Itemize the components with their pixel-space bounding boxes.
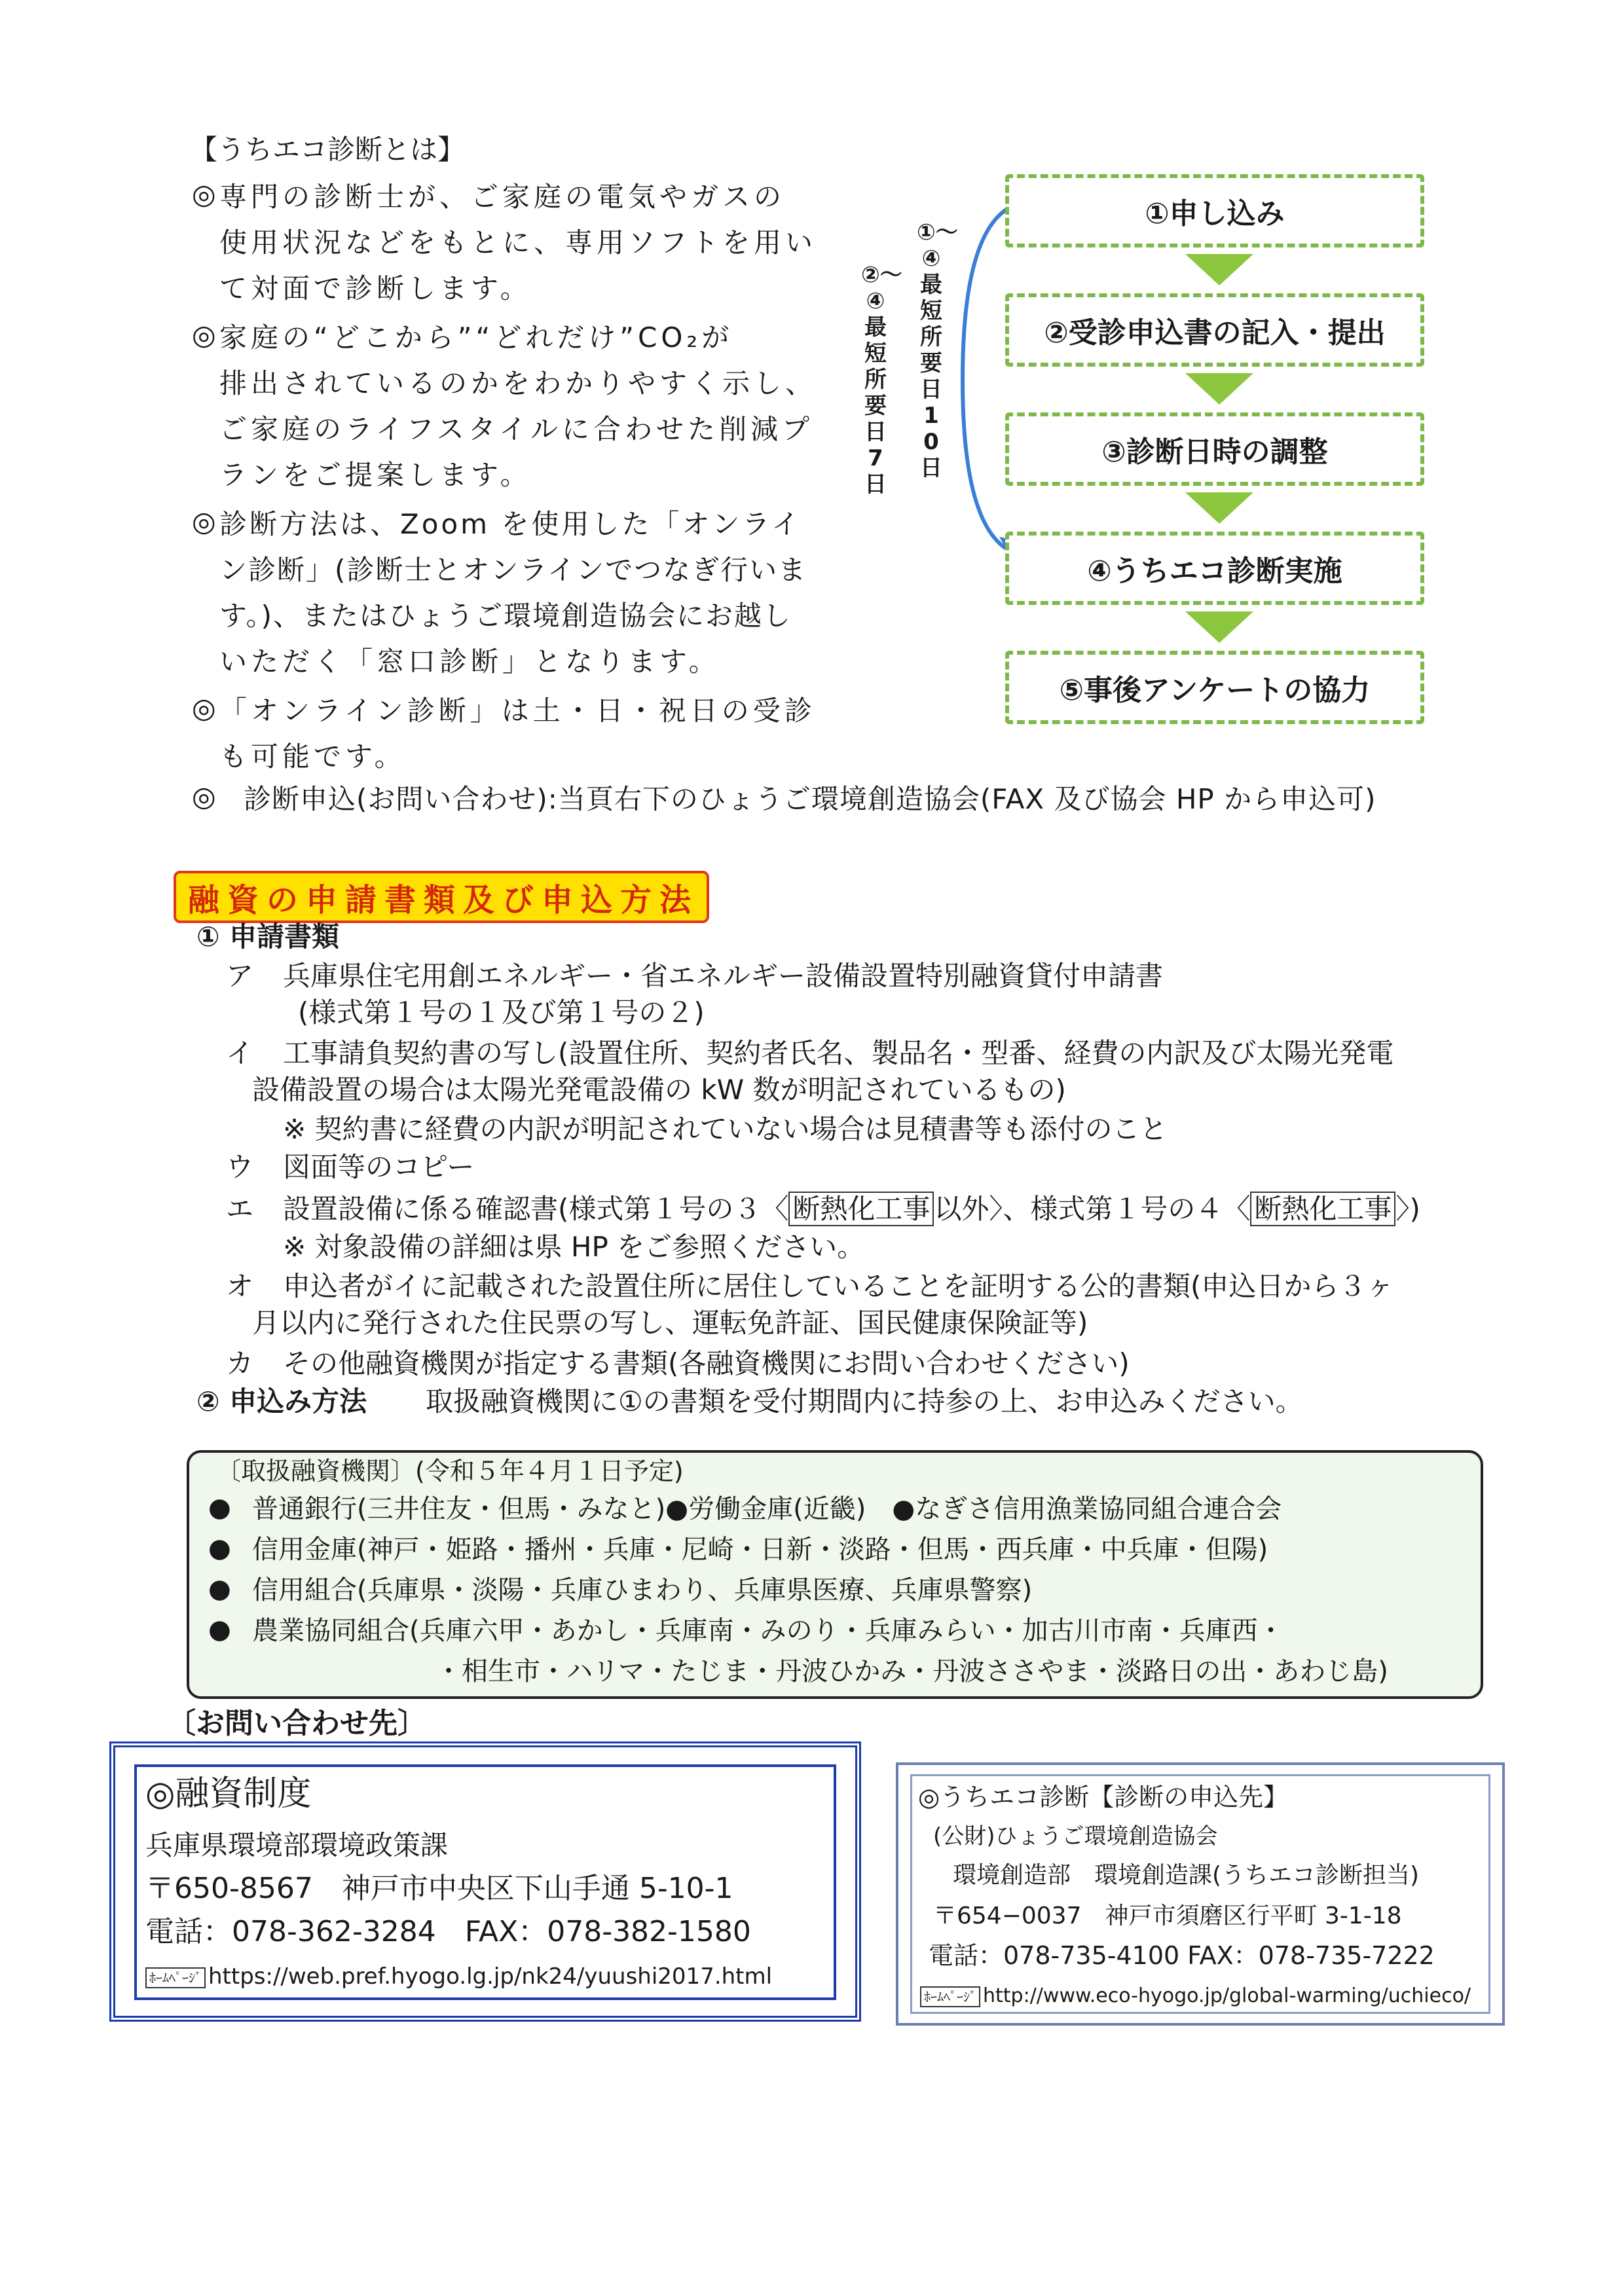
- contact-uchieco-url[interactable]: http://www.eco-hyogo.jp/global-warming/uchieco/: [983, 1984, 1471, 2007]
- flow-span-bracket: [943, 196, 1022, 563]
- contact-uchieco-title: ◎うちエコ診断【診断の申込先】: [918, 1783, 1289, 1812]
- subheading-documents: ① 申請書類: [196, 920, 340, 953]
- intro-line: す。)、またはひょうご環境創造協会にお越し: [219, 600, 792, 632]
- item-text-part: 〉): [1395, 1193, 1420, 1225]
- homepage-badge: ﾎｰﾑﾍﾟｰｼﾞ: [920, 1986, 980, 2007]
- flow-step-5: ⑤事後アンケートの協力: [1005, 651, 1424, 724]
- contact-finance-dept: 兵庫県環境部環境政策課: [145, 1829, 449, 1861]
- item-text: 図面等のコピー: [283, 1151, 475, 1183]
- bullet-mark: ◎: [192, 319, 216, 351]
- item-note: ※ 契約書に経費の内訳が明記されていない場合は見積書等も添付のこと: [283, 1113, 1168, 1145]
- institution-row-cont: ・相生市・ハリマ・たじま・丹波ひかみ・丹波ささやま・淡路日の出・あわじ島): [435, 1656, 1388, 1686]
- item-text: [283, 1190, 1420, 1228]
- intro-line: いただく「窓口診断」となります。: [219, 646, 720, 678]
- flow-step-2: ②受診申込書の記入・提出: [1005, 293, 1424, 367]
- contact-finance-phone: 電話：078-362-3284 FAX：078-382-1580: [145, 1915, 751, 1948]
- contact-finance-link-row: [145, 1958, 772, 1995]
- item-text: 設備設置の場合は太陽光発電設備の kW 数が明記されているもの): [252, 1074, 1066, 1106]
- contact-finance-url[interactable]: https://web.pref.hyogo.lg.jp/nk24/yuushi2017.html: [208, 1963, 773, 1990]
- intro-line: ご家庭のライフスタイルに合わせた削減プ: [219, 413, 813, 445]
- intro-line: ン診断」(診断士とオンラインでつなぎ行いま: [219, 554, 807, 586]
- bullet-dot: ●: [208, 1533, 231, 1563]
- item-mark: エ: [226, 1193, 254, 1225]
- item-text: (様式第１号の１及び第１号の２): [298, 996, 705, 1029]
- homepage-badge: ﾎｰﾑﾍﾟｰｼﾞ: [145, 1967, 206, 1988]
- contact-uchieco-dept: 環境創造部 環境創造課(うちエコ診断担当): [953, 1862, 1420, 1889]
- flow-step-1: ①申し込み: [1005, 174, 1424, 247]
- bullet-mark: ◎: [192, 692, 216, 724]
- contact-uchieco-phone: 電話：078-735-4100 FAX：078-735-7222: [929, 1941, 1435, 1970]
- contact-finance-title: ◎融資制度: [145, 1774, 312, 1813]
- item-text: 兵庫県住宅用創エネルギー・省エネルギー設備設置特別融資貸付申請書: [283, 960, 1164, 992]
- contact-finance-address: 〒650-8567 神戸市中央区下山手通 5-10-1: [145, 1872, 733, 1905]
- item-mark: ア: [226, 960, 254, 992]
- bullet-mark: ◎: [192, 178, 216, 210]
- intro-line: ランをご提案します。: [219, 459, 532, 491]
- item-text: 申込者がイに記載された設置住所に居住していることを証明する公的書類(申込日から３ヶ: [283, 1270, 1394, 1302]
- intro-heading: 【うちエコ診断とは】: [190, 134, 466, 166]
- bullet-mark: ◎: [192, 505, 216, 538]
- flow-arrow-down: [1185, 373, 1253, 405]
- intro-line: 「オンライン診断」は土・日・祝日の受診: [219, 695, 816, 727]
- item-mark: ウ: [226, 1151, 254, 1183]
- item-text: 工事請負契約書の写し(設置住所、契約者氏名、製品名・型番、経費の内訳及び太陽光発電: [283, 1037, 1394, 1069]
- boxed-term: 断熱化工事: [788, 1192, 934, 1226]
- contact-uchieco-org: (公財)ひょうご環境創造協会: [933, 1823, 1218, 1850]
- item-text: その他融資機関が指定する書類(各融資機関にお問い合わせください): [283, 1347, 1130, 1379]
- method-text: 取扱融資機関に①の書類を受付期間内に持参の上、お申込みください。: [426, 1385, 1303, 1417]
- institution-row: 農業協同組合(兵庫六甲・あかし・兵庫南・みのり・兵庫みらい・加古川市南・兵庫西・: [252, 1616, 1284, 1646]
- section-title: 融資の申請書類及び申込方法: [174, 871, 709, 923]
- institution-row: 信用組合(兵庫県・淡陽・兵庫ひまわり、兵庫県医療、兵庫県警察): [252, 1575, 1033, 1605]
- boxed-term: 断熱化工事: [1250, 1192, 1395, 1226]
- intro-line: て対面で診断します。: [219, 272, 532, 304]
- intro-line: も可能です。: [219, 740, 406, 773]
- flow-arrow-down: [1185, 254, 1253, 285]
- item-text: 月以内に発行された住民票の写し、運転免許証、国民健康保険証等): [252, 1307, 1088, 1339]
- flow-step-3: ③診断日時の調整: [1005, 412, 1424, 486]
- item-note: ※ 対象設備の詳細は県 HP をご参照ください。: [283, 1231, 865, 1263]
- intro-line: 専門の診断士が、ご家庭の電気やガスの: [219, 181, 786, 213]
- bullet-mark: ◎: [192, 780, 216, 812]
- intro-line: 使用状況などをもとに、専用ソフトを用い: [219, 227, 817, 259]
- flow-step-4: ④うちエコ診断実施: [1005, 532, 1424, 605]
- intro-line: 家庭の“どこから”“どれだけ”CO₂が: [219, 321, 733, 354]
- institutions-title: 〔取扱融資機関〕(令和５年４月１日予定): [216, 1457, 684, 1485]
- contact-uchieco-link-row: [920, 1977, 1471, 2015]
- bullet-dot: ●: [208, 1493, 231, 1523]
- item-mark: カ: [226, 1347, 254, 1379]
- intro-line: 診断申込(お問い合わせ):当頁右下のひょうご環境創造協会(FAX 及び協会 HP から申込可): [244, 783, 1376, 815]
- subheading-method: ② 申込み方法: [196, 1385, 367, 1417]
- item-mark: イ: [226, 1037, 254, 1069]
- intro-line: 排出されているのかをわかりやすく示し、: [219, 367, 817, 399]
- item-text-part: 設置設備に係る確認書(様式第１号の３〈: [283, 1193, 789, 1225]
- bullet-dot: ●: [208, 1614, 231, 1645]
- institution-row: 普通銀行(三井住友・但馬・みなと)●労働金庫(近畿) ●なぎさ信用漁業協同組合連合会: [252, 1494, 1282, 1524]
- item-mark: オ: [226, 1270, 254, 1302]
- flow-arrow-down: [1185, 492, 1253, 524]
- contacts-heading: 〔お問い合わせ先〕: [167, 1707, 426, 1740]
- flow-span-long: ①〜④最短所要日10日: [917, 219, 958, 481]
- intro-line: 診断方法は、Zoom を使用した「オンライ: [219, 508, 802, 540]
- contact-uchieco-address: 〒654−0037 神戸市須磨区行平町 3-1-18: [933, 1903, 1402, 1929]
- flow-span-short: ②〜④最短所要日7日: [861, 262, 902, 498]
- bullet-dot: ●: [208, 1574, 231, 1604]
- item-text-part: 以外〉、様式第１号の４〈: [934, 1193, 1251, 1225]
- flow-arrow-down: [1185, 611, 1253, 643]
- institution-row: 信用金庫(神戸・姫路・播州・兵庫・尼崎・日新・淡路・但馬・西兵庫・中兵庫・但陽): [252, 1535, 1268, 1565]
